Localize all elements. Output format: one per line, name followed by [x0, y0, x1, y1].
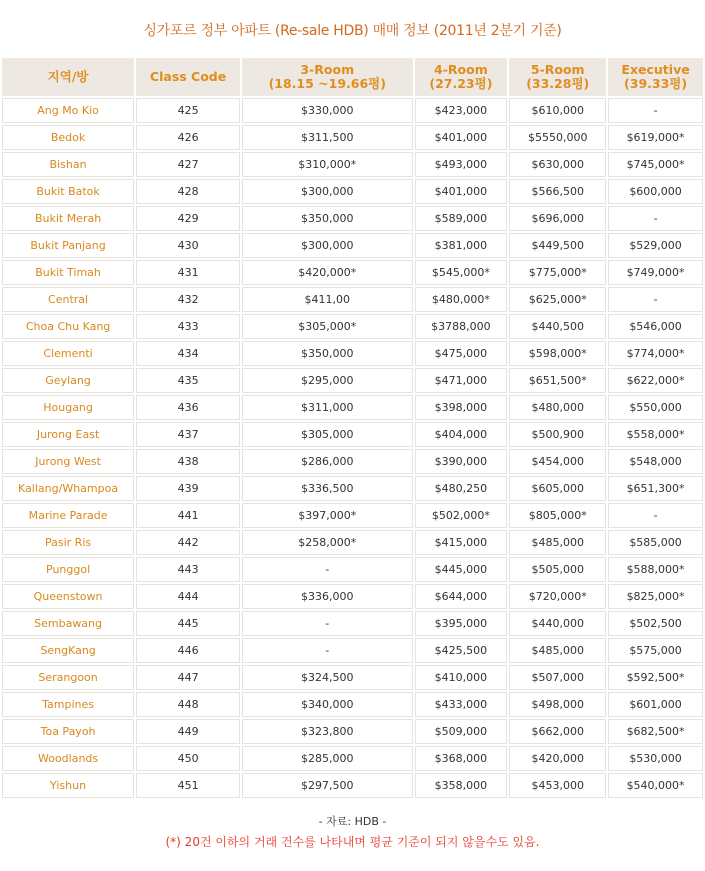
- cell-region: Central: [2, 287, 134, 312]
- cell-executive: -: [608, 206, 703, 231]
- cell-3-room: $300,000: [242, 233, 412, 258]
- cell-executive: $619,000*: [608, 125, 703, 150]
- cell-region: Tampines: [2, 692, 134, 717]
- cell-5-room: $610,000: [509, 98, 606, 123]
- cell-region: Geylang: [2, 368, 134, 393]
- cell-executive: $774,000*: [608, 341, 703, 366]
- cell-executive: $745,000*: [608, 152, 703, 177]
- cell-4-room: $358,000: [415, 773, 508, 798]
- cell-5-room: $454,000: [509, 449, 606, 474]
- cell-region: Bukit Batok: [2, 179, 134, 204]
- cell-5-room: $449,500: [509, 233, 606, 258]
- cell-5-room: $485,000: [509, 530, 606, 555]
- cell-4-room: $493,000: [415, 152, 508, 177]
- table-row: [2, 125, 703, 150]
- cell-4-room: $404,000: [415, 422, 508, 447]
- cell-class-code: 434: [136, 341, 240, 366]
- cell-region: Clementi: [2, 341, 134, 366]
- cell-5-room: $720,000*: [509, 584, 606, 609]
- cell-region: Toa Payoh: [2, 719, 134, 744]
- table-row: [2, 206, 703, 231]
- cell-class-code: 429: [136, 206, 240, 231]
- table-row: [2, 179, 703, 204]
- cell-4-room: $475,000: [415, 341, 508, 366]
- cell-executive: -: [608, 503, 703, 528]
- table-row: [2, 341, 703, 366]
- cell-3-room: $340,000: [242, 692, 412, 717]
- cell-5-room: $505,000: [509, 557, 606, 582]
- cell-region: Bishan: [2, 152, 134, 177]
- table-row: [2, 665, 703, 690]
- cell-4-room: $3788,000: [415, 314, 508, 339]
- cell-region: Bukit Merah: [2, 206, 134, 231]
- cell-class-code: 446: [136, 638, 240, 663]
- cell-class-code: 445: [136, 611, 240, 636]
- cell-region: Bukit Panjang: [2, 233, 134, 258]
- table-row: [2, 287, 703, 312]
- cell-class-code: 435: [136, 368, 240, 393]
- table-row: [2, 557, 703, 582]
- cell-5-room: $420,000: [509, 746, 606, 771]
- table-row: [2, 422, 703, 447]
- cell-class-code: 449: [136, 719, 240, 744]
- cell-executive: $550,000: [608, 395, 703, 420]
- cell-executive: $601,000: [608, 692, 703, 717]
- cell-region: Yishun: [2, 773, 134, 798]
- cell-4-room: $401,000: [415, 179, 508, 204]
- cell-5-room: $775,000*: [509, 260, 606, 285]
- cell-3-room: $295,000: [242, 368, 412, 393]
- cell-executive: $600,000: [608, 179, 703, 204]
- cell-3-room: $336,500: [242, 476, 412, 501]
- cell-5-room: $507,000: [509, 665, 606, 690]
- table-row: [2, 395, 703, 420]
- header-row: [2, 58, 703, 96]
- table-row: [2, 503, 703, 528]
- footnote: (*) 20건 이하의 거래 건수를 나타내며 평균 기준이 되지 않을수도 있음.: [165, 835, 540, 849]
- cell-3-room: -: [242, 638, 412, 663]
- table-row: [2, 260, 703, 285]
- cell-5-room: $453,000: [509, 773, 606, 798]
- cell-executive: $651,300*: [608, 476, 703, 501]
- cell-4-room: $644,000: [415, 584, 508, 609]
- table-row: [2, 314, 703, 339]
- table-row: [2, 611, 703, 636]
- cell-region: Woodlands: [2, 746, 134, 771]
- cell-executive: $592,500*: [608, 665, 703, 690]
- cell-class-code: 431: [136, 260, 240, 285]
- cell-class-code: 443: [136, 557, 240, 582]
- cell-5-room: $662,000: [509, 719, 606, 744]
- table-header: [2, 58, 703, 96]
- cell-3-room: $285,000: [242, 746, 412, 771]
- cell-5-room: $480,000: [509, 395, 606, 420]
- header-class-code: Class Code: [136, 58, 240, 96]
- cell-5-room: $651,500*: [509, 368, 606, 393]
- cell-region: Bukit Timah: [2, 260, 134, 285]
- cell-5-room: $805,000*: [509, 503, 606, 528]
- cell-region: Bedok: [2, 125, 134, 150]
- cell-region: Kallang/Whampoa: [2, 476, 134, 501]
- cell-class-code: 436: [136, 395, 240, 420]
- cell-5-room: $500,900: [509, 422, 606, 447]
- cell-5-room: $566,500: [509, 179, 606, 204]
- cell-executive: $825,000*: [608, 584, 703, 609]
- cell-5-room: $485,000: [509, 638, 606, 663]
- cell-executive: $585,000: [608, 530, 703, 555]
- table-row: [2, 773, 703, 798]
- cell-3-room: $323,800: [242, 719, 412, 744]
- table-row: [2, 152, 703, 177]
- cell-3-room: $297,500: [242, 773, 412, 798]
- table-body: [2, 98, 703, 798]
- cell-4-room: $480,000*: [415, 287, 508, 312]
- cell-region: Serangoon: [2, 665, 134, 690]
- cell-5-room: $5550,000: [509, 125, 606, 150]
- cell-5-room: $440,500: [509, 314, 606, 339]
- cell-class-code: 439: [136, 476, 240, 501]
- cell-region: Jurong East: [2, 422, 134, 447]
- cell-region: SengKang: [2, 638, 134, 663]
- table-row: [2, 692, 703, 717]
- cell-executive: $502,500: [608, 611, 703, 636]
- cell-5-room: $598,000*: [509, 341, 606, 366]
- cell-5-room: $630,000: [509, 152, 606, 177]
- page-title: 싱가포르 정부 아파트 (Re-sale HDB) 매매 정보 (2011년 2분기 기준): [143, 23, 562, 39]
- cell-4-room: $545,000*: [415, 260, 508, 285]
- cell-4-room: $398,000: [415, 395, 508, 420]
- table-row: [2, 746, 703, 771]
- cell-executive: $558,000*: [608, 422, 703, 447]
- cell-executive: $530,000: [608, 746, 703, 771]
- cell-class-code: 427: [136, 152, 240, 177]
- cell-3-room: $305,000*: [242, 314, 412, 339]
- cell-executive: $540,000*: [608, 773, 703, 798]
- cell-3-room: $311,000: [242, 395, 412, 420]
- cell-3-room: $324,500: [242, 665, 412, 690]
- cell-executive: -: [608, 287, 703, 312]
- cell-4-room: $395,000: [415, 611, 508, 636]
- cell-4-room: $425,500: [415, 638, 508, 663]
- cell-class-code: 450: [136, 746, 240, 771]
- cell-class-code: 426: [136, 125, 240, 150]
- table-row: [2, 638, 703, 663]
- cell-3-room: $350,000: [242, 206, 412, 231]
- cell-class-code: 448: [136, 692, 240, 717]
- table-row: [2, 368, 703, 393]
- header-executive: Executive (39.33평): [608, 58, 703, 96]
- cell-3-room: $310,000*: [242, 152, 412, 177]
- cell-class-code: 451: [136, 773, 240, 798]
- cell-executive: $529,000: [608, 233, 703, 258]
- cell-4-room: $509,000: [415, 719, 508, 744]
- cell-5-room: $440,000: [509, 611, 606, 636]
- cell-5-room: $498,000: [509, 692, 606, 717]
- cell-class-code: 438: [136, 449, 240, 474]
- cell-4-room: $589,000: [415, 206, 508, 231]
- cell-3-room: $350,000: [242, 341, 412, 366]
- cell-region: Marine Parade: [2, 503, 134, 528]
- cell-4-room: $502,000*: [415, 503, 508, 528]
- cell-4-room: $423,000: [415, 98, 508, 123]
- cell-executive: $749,000*: [608, 260, 703, 285]
- cell-4-room: $445,000: [415, 557, 508, 582]
- header-region: 지역/방: [2, 58, 134, 96]
- cell-3-room: $311,500: [242, 125, 412, 150]
- cell-3-room: -: [242, 611, 412, 636]
- table-row: [2, 449, 703, 474]
- table-row: [2, 98, 703, 123]
- cell-region: Jurong West: [2, 449, 134, 474]
- table-row: [2, 476, 703, 501]
- cell-4-room: $390,000: [415, 449, 508, 474]
- header-3-room: 3-Room (18.15 ~19.66평): [242, 58, 412, 96]
- cell-executive: $588,000*: [608, 557, 703, 582]
- cell-5-room: $625,000*: [509, 287, 606, 312]
- cell-class-code: 432: [136, 287, 240, 312]
- cell-region: Ang Mo Kio: [2, 98, 134, 123]
- cell-class-code: 430: [136, 233, 240, 258]
- cell-4-room: $415,000: [415, 530, 508, 555]
- cell-4-room: $410,000: [415, 665, 508, 690]
- cell-5-room: $605,000: [509, 476, 606, 501]
- cell-3-room: -: [242, 557, 412, 582]
- cell-region: Sembawang: [2, 611, 134, 636]
- cell-executive: $548,000: [608, 449, 703, 474]
- cell-class-code: 441: [136, 503, 240, 528]
- cell-class-code: 433: [136, 314, 240, 339]
- table-row: [2, 719, 703, 744]
- source-caption: - 자료: HDB -: [318, 815, 387, 828]
- cell-region: Punggol: [2, 557, 134, 582]
- cell-4-room: $433,000: [415, 692, 508, 717]
- cell-class-code: 437: [136, 422, 240, 447]
- cell-5-room: $696,000: [509, 206, 606, 231]
- header-5-room: 5-Room (33.28평): [509, 58, 606, 96]
- cell-3-room: $258,000*: [242, 530, 412, 555]
- cell-3-room: $286,000: [242, 449, 412, 474]
- cell-region: Pasir Ris: [2, 530, 134, 555]
- cell-4-room: $401,000: [415, 125, 508, 150]
- cell-3-room: $411,00: [242, 287, 412, 312]
- cell-executive: $622,000*: [608, 368, 703, 393]
- cell-4-room: $368,000: [415, 746, 508, 771]
- price-table: [0, 56, 705, 800]
- cell-4-room: $381,000: [415, 233, 508, 258]
- table-row: [2, 530, 703, 555]
- cell-class-code: 442: [136, 530, 240, 555]
- table-row: [2, 584, 703, 609]
- cell-class-code: 428: [136, 179, 240, 204]
- cell-executive: $682,500*: [608, 719, 703, 744]
- cell-3-room: $305,000: [242, 422, 412, 447]
- cell-3-room: $330,000: [242, 98, 412, 123]
- cell-region: Choa Chu Kang: [2, 314, 134, 339]
- cell-region: Hougang: [2, 395, 134, 420]
- header-4-room: 4-Room (27.23평): [415, 58, 508, 96]
- cell-executive: $575,000: [608, 638, 703, 663]
- cell-class-code: 444: [136, 584, 240, 609]
- cell-class-code: 447: [136, 665, 240, 690]
- cell-executive: -: [608, 98, 703, 123]
- table-row: [2, 233, 703, 258]
- cell-3-room: $336,000: [242, 584, 412, 609]
- cell-4-room: $471,000: [415, 368, 508, 393]
- cell-4-room: $480,250: [415, 476, 508, 501]
- cell-3-room: $300,000: [242, 179, 412, 204]
- cell-region: Queenstown: [2, 584, 134, 609]
- cell-class-code: 425: [136, 98, 240, 123]
- cell-3-room: $420,000*: [242, 260, 412, 285]
- cell-executive: $546,000: [608, 314, 703, 339]
- cell-3-room: $397,000*: [242, 503, 412, 528]
